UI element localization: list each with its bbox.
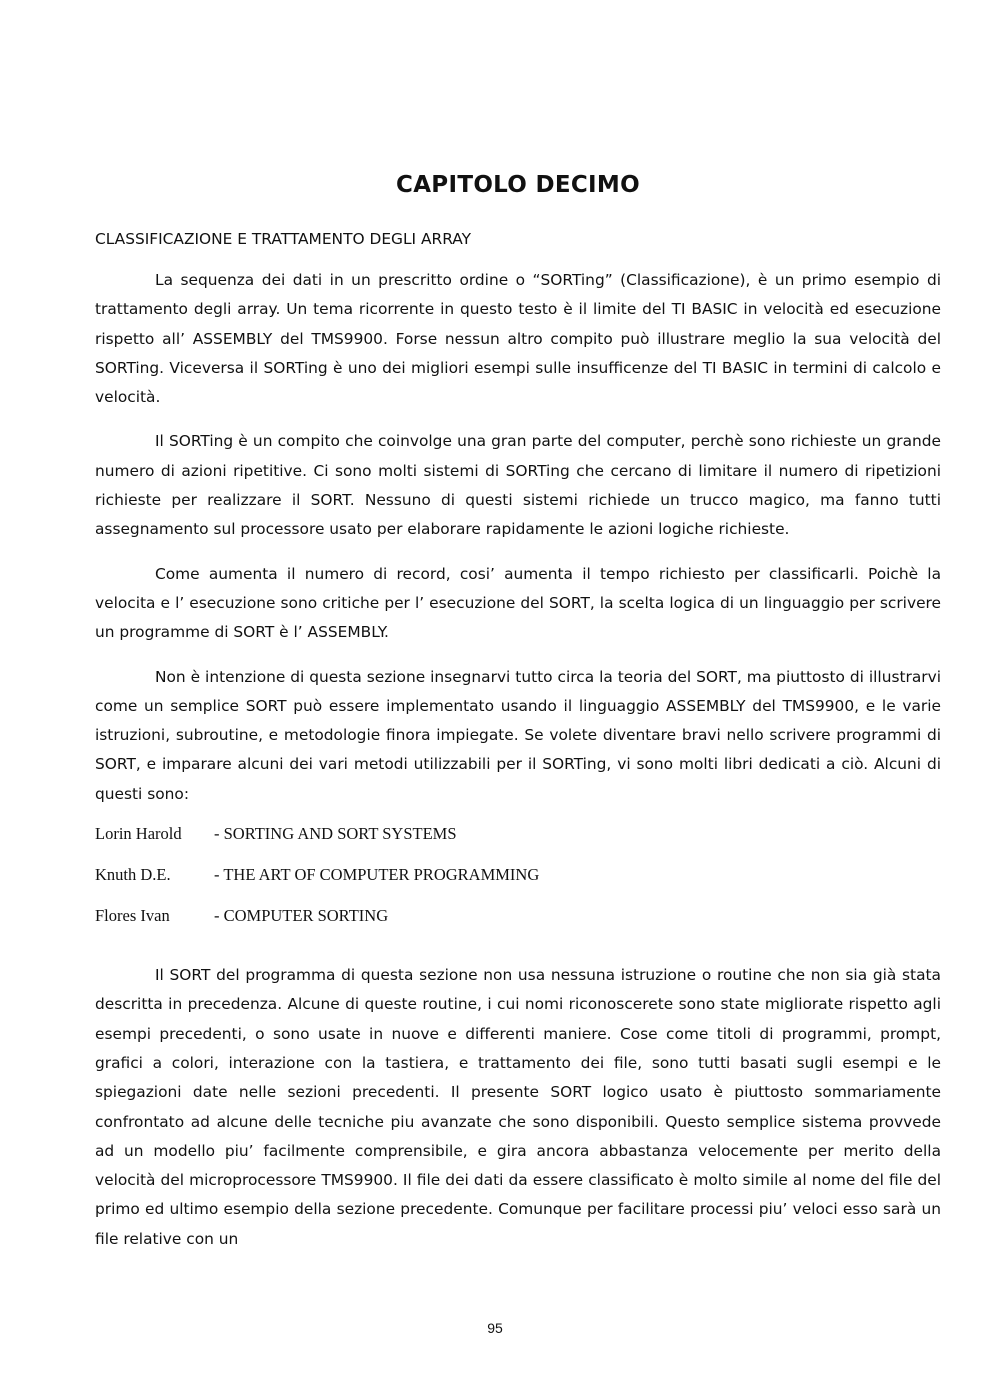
reference-author: Lorin Harold [95, 824, 182, 844]
reference-item [95, 824, 941, 865]
reference-title: - COMPUTER SORTING [214, 906, 389, 926]
paragraph-4: Non è intenzione di questa sezione insegnarvi tutto circa la teoria del SORT, ma piuttosto di illustrarvi come un semplice SORT può essere implementato usando il linguaggio ASSEMBLY del TMS9900, e le varie istruzioni, subroutine, e metodologie finora impiegate. Se volete diventare bravi nello scrivere programmi di SORT, e imparare alcuni dei vari metodi utilizzabili per il SORTing, vi sono molti libri dedicati a ciò. Alcuni di questi sono: [95, 667, 941, 803]
paragraph-5: Il SORT del programma di questa sezione non usa nessuna istruzione o routine che non sia già stata descritta in precedenza. Alcune di queste routine, i cui nomi riconoscerete sono state migliorate rispetto agli esempi precedenti, o sono usate in nuove e differenti maniere. Cose come titoli di programmi, prompt, grafici a colori, interazione con la tastiera, e trattamento dei file, sono tutti basati sugli esempi e le spiegazioni date nelle sezioni precedenti. Il presente SORT logico usato è piuttosto sommariamente confrontato ad alcune delle tecniche piu avanzate che sono disponibili. Questo semplice sistema provvede ad un modello piu’ facilmente comprensibile, e gira ancora abbastanza velocemente per merito della velocità del microprocessore TMS9900. Il file dei dati da essere classificato è molto simile al nome del file del primo ed ultimo esempio della sezione precedente. Comunque per facilitare processi piu’ veloci esso sarà un file relative con un [95, 966, 941, 1248]
paragraph-2: Il SORTing è un compito che coinvolge una gran parte del computer, perchè sono richieste un grande numero di azioni ripetitive. Ci sono molti sistemi di SORTing che cercano di limitare il numero di ripetizioni richieste per realizzare il SORT. Nessuno di questi sistemi richiede un trucco magico, ma fanno tutti assegnamento sul processore usato per elaborare rapidamente le azioni logiche richieste. [95, 432, 941, 539]
paragraph-3: Come aumenta il numero di record, cosi’ aumenta il tempo richiesto per classificarli. Poichè la velocita e l’ esecuzione sono critiche per l’ esecuzione del SORT, la scelta logica di un linguaggio per scrivere un programme di SORT è l’ ASSEMBLY. [95, 564, 941, 642]
page-number: 95 [487, 1320, 503, 1336]
reference-author: Flores Ivan [95, 906, 170, 926]
paragraph-1: La sequenza dei dati in un prescritto ordine o “SORTing” (Classificazione), è un primo esempio di trattamento degli array. Un tema ricorrente in questo testo è il limite del TI BASIC in velocità ed esecuzione rispetto all’ ASSEMBLY del TMS9900. Forse nessun altro compito può illustrare meglio la sua velocità del SORTing. Viceversa il SORTing è uno dei migliori esempi sulle insufficenze del TI BASIC in termini di calcolo e velocità. [95, 271, 941, 407]
section-title: CLASSIFICAZIONE E TRATTAMENTO DEGLI ARRAY [95, 230, 472, 248]
reference-title: - SORTING AND SORT SYSTEMS [214, 824, 457, 844]
chapter-title: CAPITOLO DECIMO [396, 172, 640, 198]
reference-item [95, 906, 941, 947]
page-content [95, 172, 941, 1269]
reference-item [95, 865, 941, 906]
reference-list [95, 824, 941, 947]
reference-author: Knuth D.E. [95, 865, 171, 885]
reference-title: - THE ART OF COMPUTER PROGRAMMING [214, 865, 540, 885]
